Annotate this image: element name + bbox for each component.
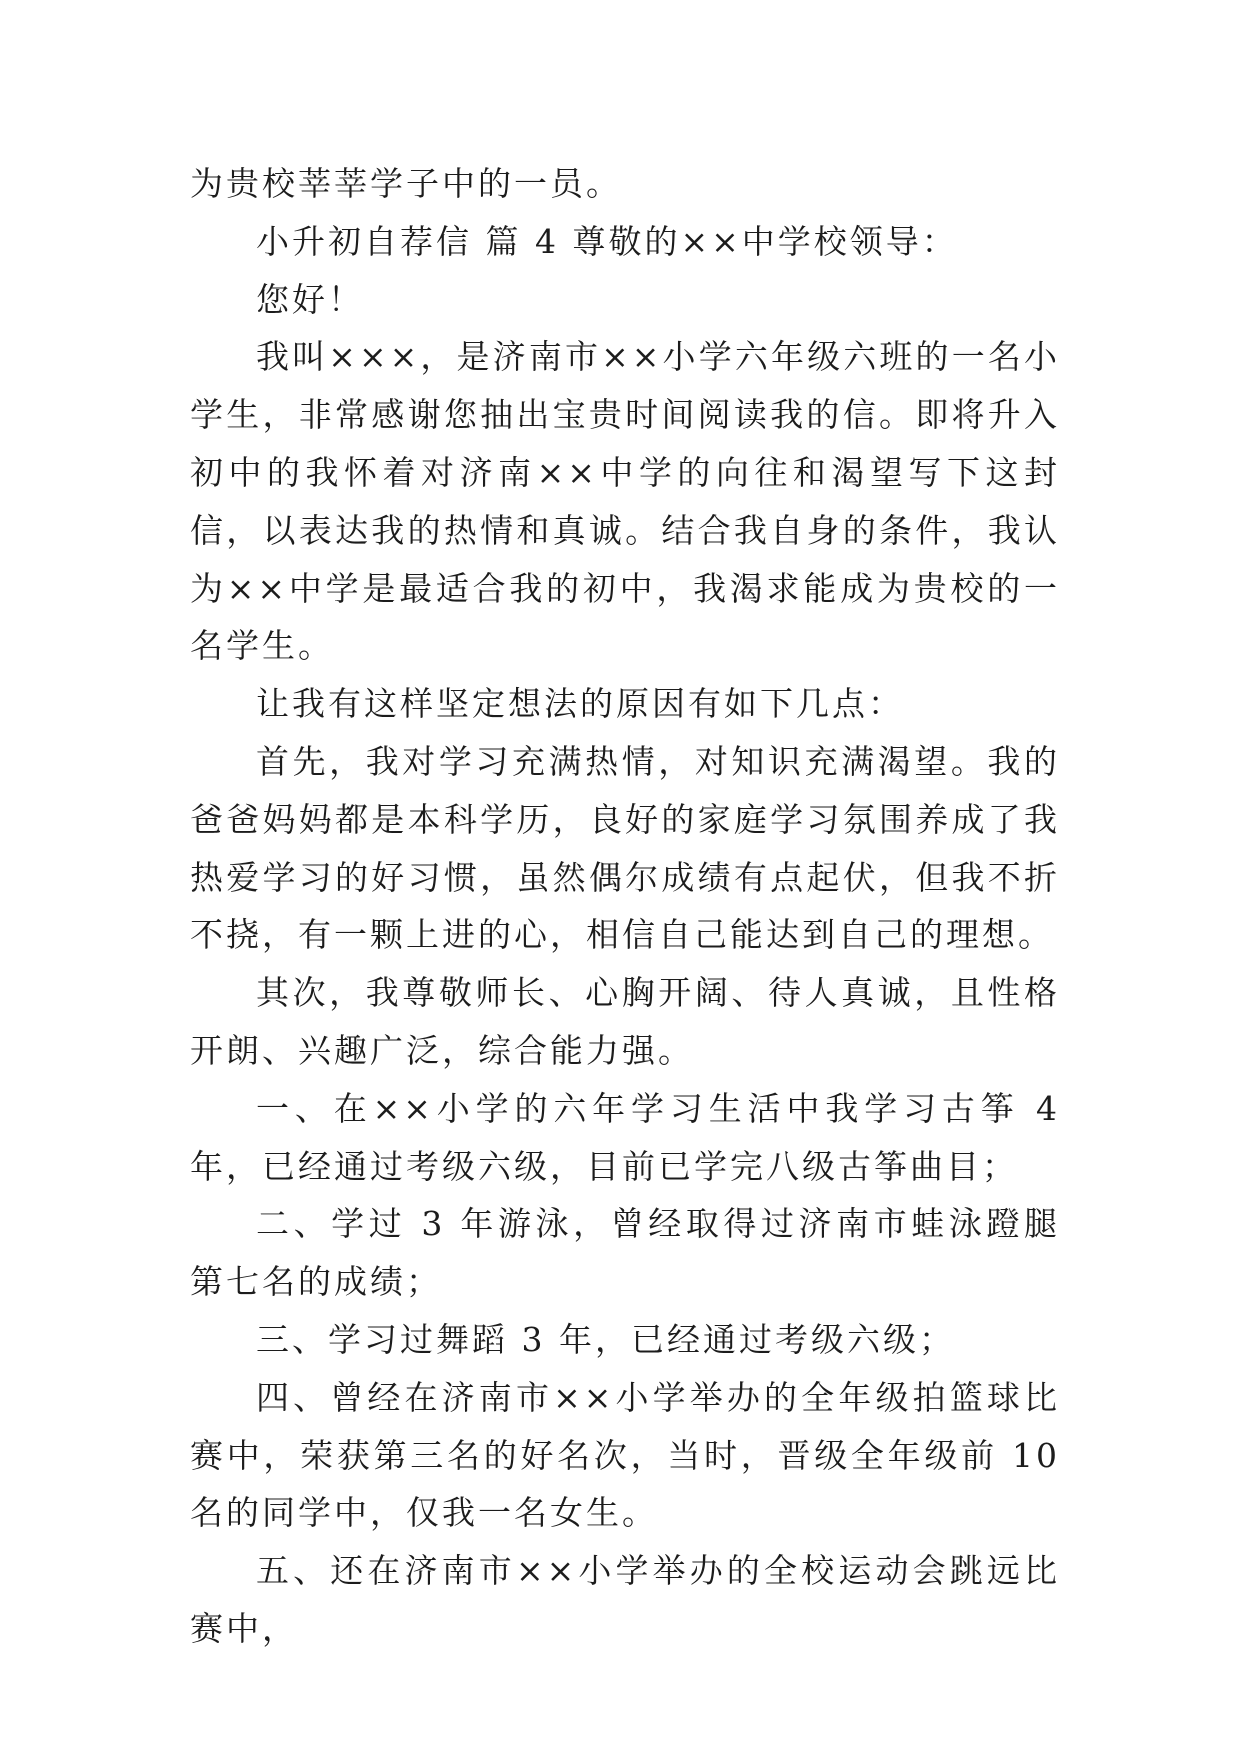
paragraph-second-reason: 其次，我尊敬师长、心胸开阔、待人真诚，且性格开朗、兴趣广泛，综合能力强。 bbox=[190, 973, 1060, 1070]
paragraph-reasons-lead: 让我有这样坚定想法的原因有如下几点： bbox=[256, 684, 904, 724]
paragraph-item-two: 二、学过 3 年游泳，曾经取得过济南市蛙泳蹬腿第七名的成绩； bbox=[190, 1204, 1060, 1302]
paragraph-item-four: 四、曾经在济南市××小学举办的全年级拍篮球比赛中，荣获第三名的好名次，当时，晋级全年级前 10 名的同学中，仅我一名女生。 bbox=[190, 1377, 1060, 1533]
paragraph-item-five: 五、还在济南市××小学举办的全校运动会跳远比赛中， bbox=[190, 1551, 1060, 1648]
paragraph-greeting: 您好！ bbox=[256, 279, 364, 319]
paragraph-introduction: 我叫×××，是济南市××小学六年级六班的一名小学生，非常感谢您抽出宝贵时间阅读我的信。即将升入初中的我怀着对济南××中学的向往和渴望写下这封信，以表达我的热情和真诚。结合我自身的条件，我认为××中学是最适合我的初中，我渴求能成为贵校的一名学生。 bbox=[190, 337, 1060, 666]
document-body bbox=[190, 155, 1060, 1658]
paragraph-title-salutation: 小升初自荐信 篇 4 尊敬的××中学校领导： bbox=[256, 221, 958, 261]
paragraph-item-one: 一、在××小学的六年学习生活中我学习古筝 4 年，已经通过考级六级，目前已学完八级古筝曲目； bbox=[190, 1088, 1060, 1186]
paragraph-item-three: 三、学习过舞蹈 3 年，已经通过考级六级； bbox=[256, 1319, 955, 1359]
paragraph-first-reason: 首先，我对学习充满热情，对知识充满渴望。我的爸爸妈妈都是本科学历，良好的家庭学习氛围养成了我热爱学习的好习惯，虽然偶尔成绩有点起伏，但我不折不挠，有一颗上进的心，相信自己能达到自己的理想。 bbox=[190, 741, 1060, 955]
paragraph-continuation: 为贵校莘莘学子中的一员。 bbox=[190, 164, 622, 203]
